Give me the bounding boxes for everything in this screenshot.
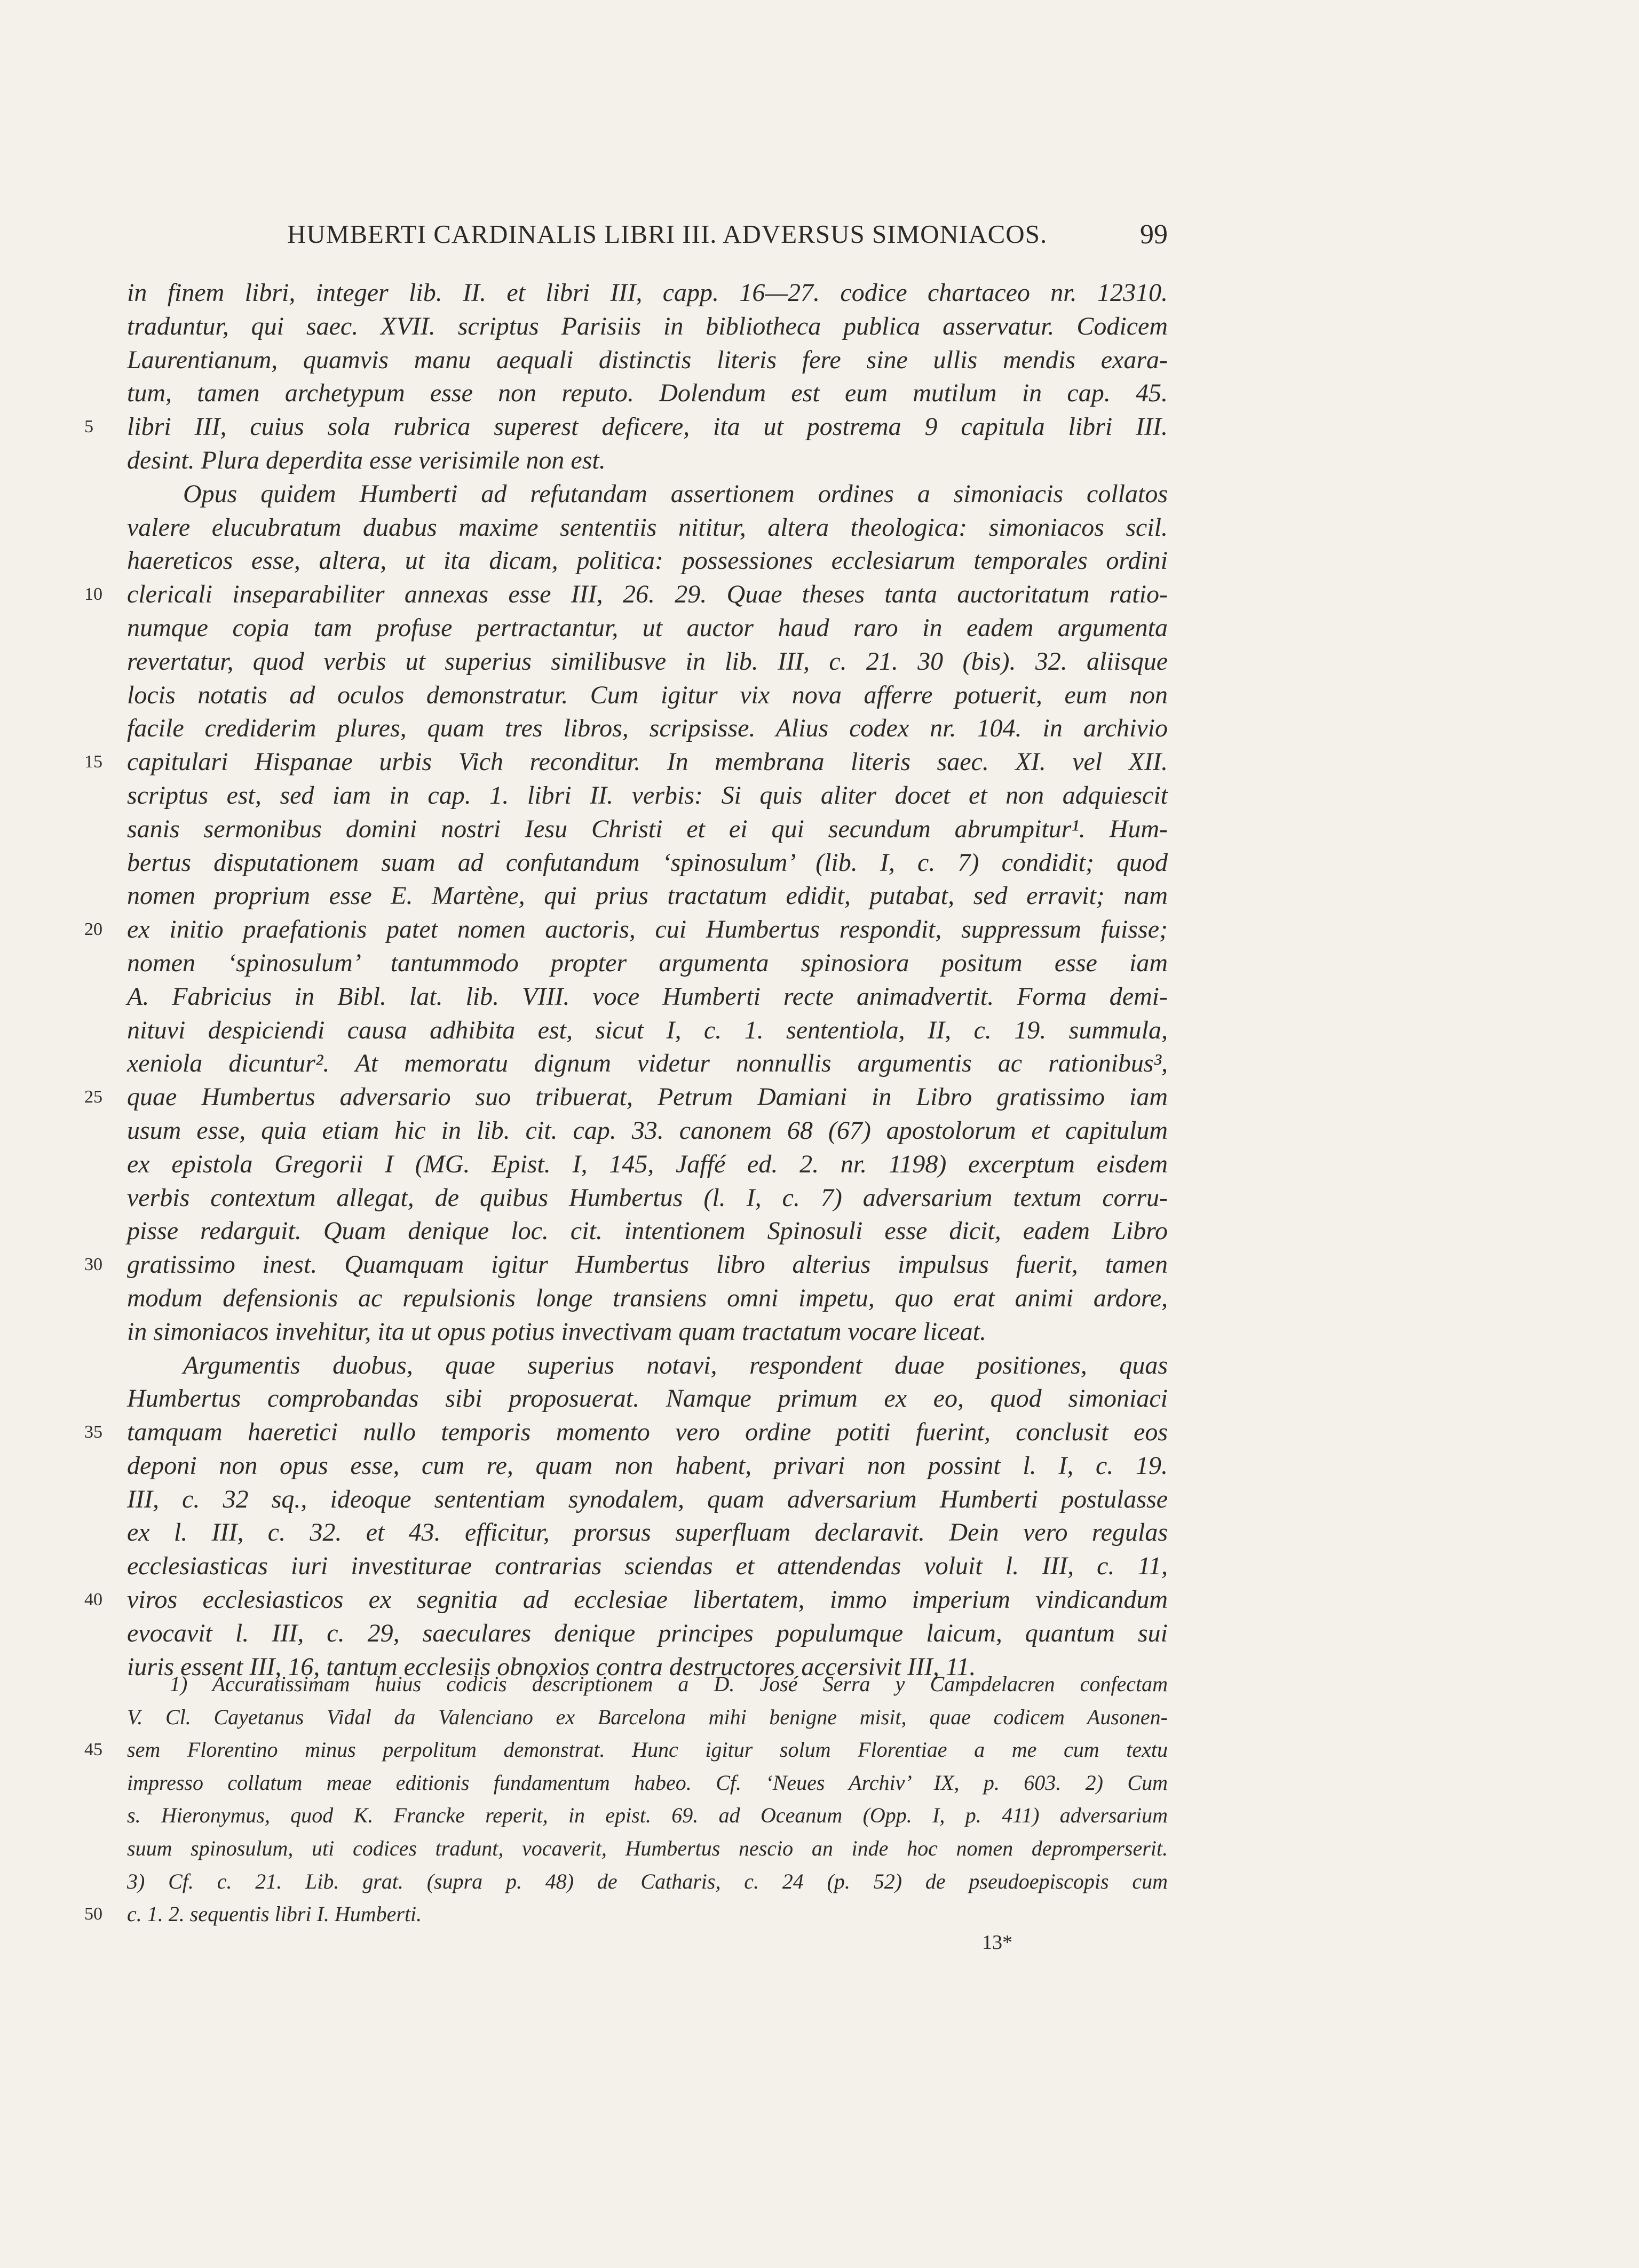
line-text: haereticos esse, altera, ut ita dicam, politica: possessiones ecclesiarum temporales ordini bbox=[127, 546, 1168, 575]
text-line bbox=[84, 1416, 1168, 1449]
line-number: 5 bbox=[84, 417, 93, 437]
text-line bbox=[127, 1148, 1168, 1181]
text-line bbox=[127, 544, 1168, 578]
text-line bbox=[127, 310, 1168, 344]
line-text: c. 1. 2. sequentis libri I. Humberti. bbox=[127, 1902, 422, 1926]
line-number: 45 bbox=[84, 1740, 102, 1760]
line-text: quae Humbertus adversario suo tribuerat, Petrum Damiani in Libro gratissimo iam bbox=[127, 1083, 1168, 1112]
text-line bbox=[127, 276, 1168, 310]
text-line bbox=[127, 1516, 1168, 1550]
text-line bbox=[127, 1181, 1168, 1215]
line-text: deponi non opus esse, cum re, quam non habent, privari non possint l. I, c. 19. bbox=[127, 1451, 1168, 1480]
line-text: s. Hieronymus, quod K. Francke reperit, in epist. 69. ad Oceanum (Opp. I, p. 411) adversarium bbox=[127, 1803, 1168, 1828]
text-line bbox=[127, 1617, 1168, 1651]
footnote-line bbox=[127, 1766, 1168, 1799]
text-line bbox=[127, 1014, 1168, 1048]
line-text: clericali inseparabiliter annexas esse III, 26. 29. Quae theses tanta auctoritatum ratio- bbox=[127, 580, 1168, 609]
text-line bbox=[127, 1349, 1168, 1383]
line-text: iuris essent III, 16, tantum ecclesiis obnoxios contra destructores accersivit III, 11. bbox=[127, 1652, 976, 1681]
line-text: in finem libri, integer lib. II. et libri III, capp. 16—27. codice chartaceo nr. 12310. bbox=[127, 279, 1168, 307]
line-number: 40 bbox=[84, 1590, 102, 1610]
text-line bbox=[127, 645, 1168, 679]
text-line bbox=[84, 1583, 1168, 1617]
line-text: in simoniacos invehitur, ita ut opus potius invectivam quam tractatum vocare liceat. bbox=[127, 1317, 986, 1346]
line-text: locis notatis ad oculos demonstratur. Cum igitur vix nova afferre potuerit, eum non bbox=[127, 680, 1168, 709]
line-text: suum spinosulum, uti codices tradunt, vocaverit, Humbertus nescio an inde hoc nomen depromperserit. bbox=[127, 1836, 1168, 1860]
line-text: V. Cl. Cayetanus Vidal da Valenciano ex Barcelona mihi benigne misit, quae codicem Ausonen- bbox=[127, 1704, 1168, 1729]
text-line bbox=[127, 947, 1168, 980]
footnote-line bbox=[84, 1733, 1168, 1766]
line-text: viros ecclesiasticos ex segnitia ad ecclesiae libertatem, immo imperium vindicandum bbox=[127, 1585, 1168, 1614]
line-text: nomen ‘spinosulum’ tantummodo propter argumenta spinosiora positum esse iam bbox=[127, 948, 1168, 977]
line-number: 30 bbox=[84, 1255, 102, 1275]
footnote-line bbox=[127, 1701, 1168, 1734]
text-line bbox=[127, 344, 1168, 377]
line-text: verbis contextum allegat, de quibus Humbertus (l. I, c. 7) adversarium textum corru- bbox=[127, 1183, 1168, 1212]
line-text: Argumentis duobus, quae superius notavi, respondent duae positiones, quas bbox=[183, 1351, 1168, 1379]
line-text: revertatur, quod verbis ut superius similibusve in lib. III, c. 21. 30 (bis). 32. aliisque bbox=[127, 647, 1168, 676]
line-text: desint. Plura deperdita esse verisimile non est. bbox=[127, 446, 606, 474]
text-line bbox=[127, 478, 1168, 511]
text-line bbox=[127, 1550, 1168, 1583]
text-line bbox=[127, 712, 1168, 746]
text-line bbox=[127, 1315, 1168, 1349]
text-line bbox=[127, 879, 1168, 913]
line-text: scriptus est, sed iam in cap. 1. libri II. verbis: Si quis aliter docet et non adquiescit bbox=[127, 781, 1168, 810]
line-text: capitulari Hispanae urbis Vich reconditur. In membrana literis saec. XI. vel XII. bbox=[127, 748, 1168, 776]
line-text: nituvi despiciendi causa adhibita est, sicut I, c. 1. sententiola, II, c. 19. summula, bbox=[127, 1016, 1168, 1044]
line-text: nomen proprium esse E. Martène, qui prius tractatum edidit, putabat, sed erravit; nam bbox=[127, 882, 1168, 910]
footnote-line bbox=[127, 1668, 1168, 1701]
line-text: libri III, cuius sola rubrica superest deficere, ita ut postrema 9 capitula libri III. bbox=[127, 413, 1168, 441]
line-text: Laurentianum, quamvis manu aequali distinctis literis fere sine ullis mendis exara- bbox=[127, 345, 1168, 374]
line-text: ex l. III, c. 32. et 43. efficitur, prorsus superfluam declaravit. Dein vero regulas bbox=[127, 1518, 1168, 1547]
text-line bbox=[127, 846, 1168, 880]
line-text: A. Fabricius in Bibl. lat. lib. VIII. voce Humberti recte animadvertit. Forma demi- bbox=[127, 982, 1168, 1011]
line-text: 1) Accuratissimam huius codicis descriptionem a D. José Serra y Campdelacren confectam bbox=[170, 1672, 1168, 1696]
line-text: pisse redarguit. Quam denique loc. cit. intentionem Spinosuli esse dicit, eadem Libro bbox=[127, 1217, 1168, 1246]
text-line bbox=[127, 679, 1168, 712]
text-line bbox=[84, 913, 1168, 947]
text-line bbox=[127, 1382, 1168, 1416]
line-text: ex initio praefationis patet nomen auctoris, cui Humbertus respondit, suppressum fuisse; bbox=[127, 915, 1168, 944]
text-line bbox=[127, 511, 1168, 545]
footnote-line bbox=[127, 1865, 1168, 1898]
line-number: 50 bbox=[84, 1904, 102, 1924]
line-text: sem Florentino minus perpolitum demonstrat. Hunc igitur solum Florentiae a me cum textu bbox=[127, 1738, 1168, 1762]
text-line bbox=[84, 578, 1168, 612]
line-number: 20 bbox=[84, 919, 102, 940]
line-text: ecclesiasticas iuri investiturae contrarias sciendas et attendendas voluit l. III, c. 11, bbox=[127, 1552, 1168, 1581]
text-line bbox=[127, 1215, 1168, 1248]
body-text bbox=[84, 276, 1168, 1684]
text-line bbox=[84, 410, 1168, 444]
line-text: tum, tamen archetypum esse non reputo. Dolendum est eum mutilum in cap. 45. bbox=[127, 379, 1168, 408]
page-number: 99 bbox=[1140, 219, 1168, 250]
line-text: 3) Cf. c. 21. Lib. grat. (supra p. 48) de Catharis, c. 24 (p. 52) de pseudoepiscopis cum bbox=[127, 1869, 1168, 1893]
text-line bbox=[127, 980, 1168, 1014]
line-text: numque copia tam profuse pertractantur, ut auctor haud raro in eadem argumenta bbox=[127, 613, 1168, 642]
text-line bbox=[127, 377, 1168, 410]
text-line bbox=[127, 444, 1168, 478]
text-line bbox=[127, 779, 1168, 813]
line-text: evocavit l. III, c. 29, saeculares denique principes populumque laicum, quantum sui bbox=[127, 1619, 1168, 1647]
line-text: III, c. 32 sq., ideoque sententiam synodalem, quam adversarium Humberti postulasse bbox=[127, 1485, 1168, 1513]
text-line bbox=[127, 1047, 1168, 1081]
line-number: 35 bbox=[84, 1422, 102, 1442]
text-line bbox=[84, 1081, 1168, 1114]
footnote-line bbox=[127, 1799, 1168, 1832]
line-number: 10 bbox=[84, 584, 102, 605]
text-line bbox=[127, 612, 1168, 645]
line-text: tamquam haeretici nullo temporis momento vero ordine potiti fuerint, conclusit eos bbox=[127, 1418, 1168, 1447]
text-line bbox=[127, 1114, 1168, 1148]
footnote-line bbox=[84, 1898, 1168, 1931]
running-title: HUMBERTI CARDINALIS LIBRI III. ADVERSUS SIMONIACOS. bbox=[287, 219, 1048, 249]
text-line bbox=[84, 1248, 1168, 1282]
text-line bbox=[127, 813, 1168, 846]
line-text: gratissimo inest. Quamquam igitur Humbertus libro alterius impulsus fuerit, tamen bbox=[127, 1250, 1168, 1279]
line-text: xeniola dicuntur². At memoratu dignum videtur nonnullis argumentis ac rationibus³, bbox=[127, 1049, 1168, 1078]
line-text: valere elucubratum duabus maxime sententiis nititur, altera theologica: simoniacos scil. bbox=[127, 513, 1168, 542]
line-text: Humbertus comprobandas sibi proposuerat. Namque primum ex eo, quod simoniaci bbox=[127, 1384, 1168, 1413]
line-text: sanis sermonibus domini nostri Iesu Christi et ei qui secundum abrumpitur¹. Hum- bbox=[127, 814, 1168, 843]
text-line bbox=[127, 1483, 1168, 1517]
line-text: modum defensionis ac repulsionis longe transiens omni impetu, quo erat animi ardore, bbox=[127, 1283, 1168, 1312]
line-number: 15 bbox=[84, 752, 102, 772]
line-number: 25 bbox=[84, 1087, 102, 1107]
line-text: bertus disputationem suam ad confutandum ‘spinosulum’ (lib. I, c. 7) condidit; quod bbox=[127, 848, 1168, 877]
footnotes bbox=[84, 1668, 1168, 1931]
line-text: traduntur, qui saec. XVII. scriptus Parisiis in bibliotheca publica asservatur. Codicem bbox=[127, 312, 1168, 340]
text-line bbox=[127, 1449, 1168, 1483]
line-text: impresso collatum meae editionis fundamentum habeo. Cf. ‘Neues Archiv’ IX, p. 603. 2) Cum bbox=[127, 1770, 1168, 1795]
footnote-line bbox=[127, 1832, 1168, 1865]
text-line bbox=[127, 1282, 1168, 1315]
line-text: ex epistola Gregorii I (MG. Epist. I, 145, Jaffé ed. 2. nr. 1198) excerptum eisdem bbox=[127, 1149, 1168, 1178]
running-header bbox=[127, 219, 1168, 256]
line-text: Opus quidem Humberti ad refutandam assertionem ordines a simoniacis collatos bbox=[183, 479, 1168, 508]
text-line bbox=[84, 746, 1168, 779]
line-text: usum esse, quia etiam hic in lib. cit. cap. 33. canonem 68 (67) apostolorum et capitulum bbox=[127, 1116, 1168, 1145]
line-text: facile crediderim plures, quam tres libros, scripsisse. Alius codex nr. 104. in archivio bbox=[127, 714, 1168, 743]
signature-mark: 13* bbox=[982, 1931, 1012, 1954]
